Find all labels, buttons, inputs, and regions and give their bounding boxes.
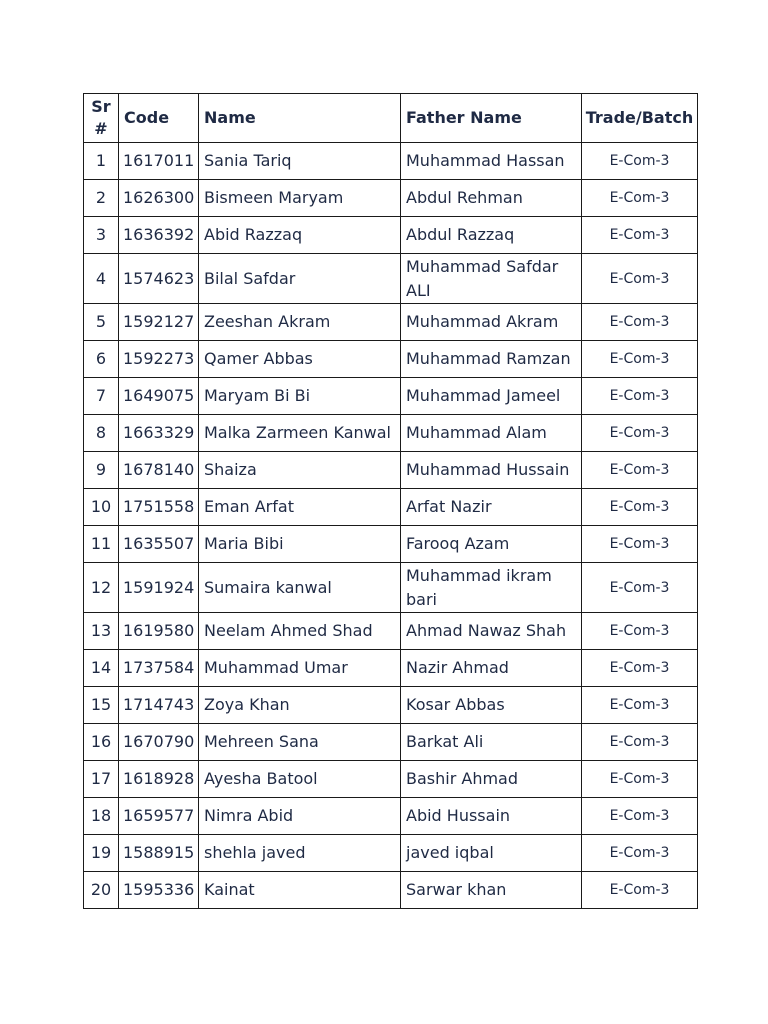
cell-sr: 18 bbox=[84, 798, 119, 835]
table-row bbox=[84, 180, 698, 217]
cell-code: 1588915 bbox=[119, 835, 199, 872]
cell-sr: 13 bbox=[84, 613, 119, 650]
cell-father-name: Muhammad Ramzan bbox=[401, 341, 582, 378]
cell-trade-batch: E-Com-3 bbox=[582, 143, 698, 180]
cell-sr: 10 bbox=[84, 489, 119, 526]
cell-trade-batch: E-Com-3 bbox=[582, 378, 698, 415]
cell-father-name: Abdul Razzaq bbox=[401, 217, 582, 254]
cell-sr: 8 bbox=[84, 415, 119, 452]
cell-trade-batch: E-Com-3 bbox=[582, 341, 698, 378]
cell-name: Zoya Khan bbox=[199, 687, 401, 724]
cell-name: Muhammad Umar bbox=[199, 650, 401, 687]
cell-father-name: Barkat Ali bbox=[401, 724, 582, 761]
cell-sr: 12 bbox=[84, 563, 119, 613]
cell-sr: 9 bbox=[84, 452, 119, 489]
table-row bbox=[84, 304, 698, 341]
cell-sr: 20 bbox=[84, 872, 119, 909]
table-row bbox=[84, 835, 698, 872]
table-row bbox=[84, 143, 698, 180]
cell-sr: 1 bbox=[84, 143, 119, 180]
cell-sr: 5 bbox=[84, 304, 119, 341]
cell-name: Ayesha Batool bbox=[199, 761, 401, 798]
table-row bbox=[84, 254, 698, 304]
cell-father-name: Muhammad Jameel bbox=[401, 378, 582, 415]
table-row bbox=[84, 415, 698, 452]
cell-trade-batch: E-Com-3 bbox=[582, 724, 698, 761]
cell-code: 1663329 bbox=[119, 415, 199, 452]
cell-trade-batch: E-Com-3 bbox=[582, 415, 698, 452]
cell-sr: 16 bbox=[84, 724, 119, 761]
cell-trade-batch: E-Com-3 bbox=[582, 798, 698, 835]
table-row bbox=[84, 489, 698, 526]
cell-name: Maryam Bi Bi bbox=[199, 378, 401, 415]
cell-sr: 7 bbox=[84, 378, 119, 415]
cell-name: shehla javed bbox=[199, 835, 401, 872]
table-row bbox=[84, 217, 698, 254]
cell-trade-batch: E-Com-3 bbox=[582, 180, 698, 217]
cell-code: 1737584 bbox=[119, 650, 199, 687]
cell-name: Abid Razzaq bbox=[199, 217, 401, 254]
cell-code: 1619580 bbox=[119, 613, 199, 650]
header-name: Name bbox=[199, 94, 401, 143]
cell-code: 1635507 bbox=[119, 526, 199, 563]
cell-sr: 11 bbox=[84, 526, 119, 563]
cell-code: 1751558 bbox=[119, 489, 199, 526]
cell-name: Sania Tariq bbox=[199, 143, 401, 180]
cell-trade-batch: E-Com-3 bbox=[582, 254, 698, 304]
cell-code: 1592127 bbox=[119, 304, 199, 341]
cell-father-name: Bashir Ahmad bbox=[401, 761, 582, 798]
cell-code: 1714743 bbox=[119, 687, 199, 724]
cell-code: 1592273 bbox=[119, 341, 199, 378]
cell-name: Bismeen Maryam bbox=[199, 180, 401, 217]
cell-trade-batch: E-Com-3 bbox=[582, 452, 698, 489]
table-row bbox=[84, 872, 698, 909]
cell-father-name: Muhammad Hassan bbox=[401, 143, 582, 180]
cell-trade-batch: E-Com-3 bbox=[582, 650, 698, 687]
cell-father-name: Abid Hussain bbox=[401, 798, 582, 835]
cell-sr: 19 bbox=[84, 835, 119, 872]
cell-trade-batch: E-Com-3 bbox=[582, 304, 698, 341]
cell-father-name: Muhammad ikram bari bbox=[401, 563, 582, 613]
table-row bbox=[84, 378, 698, 415]
cell-code: 1574623 bbox=[119, 254, 199, 304]
header-sr: Sr # bbox=[84, 94, 119, 143]
table-row bbox=[84, 563, 698, 613]
cell-father-name: Muhammad Akram bbox=[401, 304, 582, 341]
cell-sr: 2 bbox=[84, 180, 119, 217]
cell-trade-batch: E-Com-3 bbox=[582, 563, 698, 613]
cell-trade-batch: E-Com-3 bbox=[582, 217, 698, 254]
table-header-row bbox=[84, 94, 698, 143]
cell-trade-batch: E-Com-3 bbox=[582, 613, 698, 650]
table-row bbox=[84, 761, 698, 798]
cell-father-name: Abdul Rehman bbox=[401, 180, 582, 217]
table-row bbox=[84, 526, 698, 563]
cell-code: 1595336 bbox=[119, 872, 199, 909]
table-row bbox=[84, 724, 698, 761]
cell-name: Malka Zarmeen Kanwal bbox=[199, 415, 401, 452]
cell-name: Nimra Abid bbox=[199, 798, 401, 835]
table-row bbox=[84, 650, 698, 687]
cell-trade-batch: E-Com-3 bbox=[582, 526, 698, 563]
cell-name: Sumaira kanwal bbox=[199, 563, 401, 613]
cell-trade-batch: E-Com-3 bbox=[582, 761, 698, 798]
cell-code: 1626300 bbox=[119, 180, 199, 217]
cell-code: 1591924 bbox=[119, 563, 199, 613]
cell-father-name: Kosar Abbas bbox=[401, 687, 582, 724]
cell-code: 1649075 bbox=[119, 378, 199, 415]
cell-father-name: Farooq Azam bbox=[401, 526, 582, 563]
cell-sr: 6 bbox=[84, 341, 119, 378]
cell-father-name: Ahmad Nawaz Shah bbox=[401, 613, 582, 650]
cell-father-name: Arfat Nazir bbox=[401, 489, 582, 526]
trainee-table bbox=[83, 93, 698, 909]
cell-father-name: Sarwar khan bbox=[401, 872, 582, 909]
header-code: Code bbox=[119, 94, 199, 143]
cell-name: Zeeshan Akram bbox=[199, 304, 401, 341]
cell-name: Maria Bibi bbox=[199, 526, 401, 563]
cell-father-name: Muhammad Hussain bbox=[401, 452, 582, 489]
table-row bbox=[84, 341, 698, 378]
cell-sr: 15 bbox=[84, 687, 119, 724]
cell-name: Kainat bbox=[199, 872, 401, 909]
cell-trade-batch: E-Com-3 bbox=[582, 835, 698, 872]
cell-name: Eman Arfat bbox=[199, 489, 401, 526]
cell-name: Qamer Abbas bbox=[199, 341, 401, 378]
cell-sr: 17 bbox=[84, 761, 119, 798]
header-father-name: Father Name bbox=[401, 94, 582, 143]
cell-father-name: Muhammad Alam bbox=[401, 415, 582, 452]
cell-code: 1659577 bbox=[119, 798, 199, 835]
cell-father-name: Nazir Ahmad bbox=[401, 650, 582, 687]
cell-code: 1618928 bbox=[119, 761, 199, 798]
cell-code: 1617011 bbox=[119, 143, 199, 180]
cell-code: 1636392 bbox=[119, 217, 199, 254]
cell-father-name: Muhammad Safdar ALI bbox=[401, 254, 582, 304]
cell-sr: 14 bbox=[84, 650, 119, 687]
cell-sr: 4 bbox=[84, 254, 119, 304]
cell-sr: 3 bbox=[84, 217, 119, 254]
header-trade-batch: Trade/Batch bbox=[582, 94, 698, 143]
cell-name: Neelam Ahmed Shad bbox=[199, 613, 401, 650]
cell-trade-batch: E-Com-3 bbox=[582, 687, 698, 724]
table-row bbox=[84, 452, 698, 489]
cell-trade-batch: E-Com-3 bbox=[582, 489, 698, 526]
cell-name: Mehreen Sana bbox=[199, 724, 401, 761]
cell-code: 1670790 bbox=[119, 724, 199, 761]
table-row bbox=[84, 613, 698, 650]
cell-name: Bilal Safdar bbox=[199, 254, 401, 304]
cell-name: Shaiza bbox=[199, 452, 401, 489]
table-row bbox=[84, 687, 698, 724]
table-row bbox=[84, 798, 698, 835]
cell-trade-batch: E-Com-3 bbox=[582, 872, 698, 909]
cell-code: 1678140 bbox=[119, 452, 199, 489]
cell-father-name: javed iqbal bbox=[401, 835, 582, 872]
